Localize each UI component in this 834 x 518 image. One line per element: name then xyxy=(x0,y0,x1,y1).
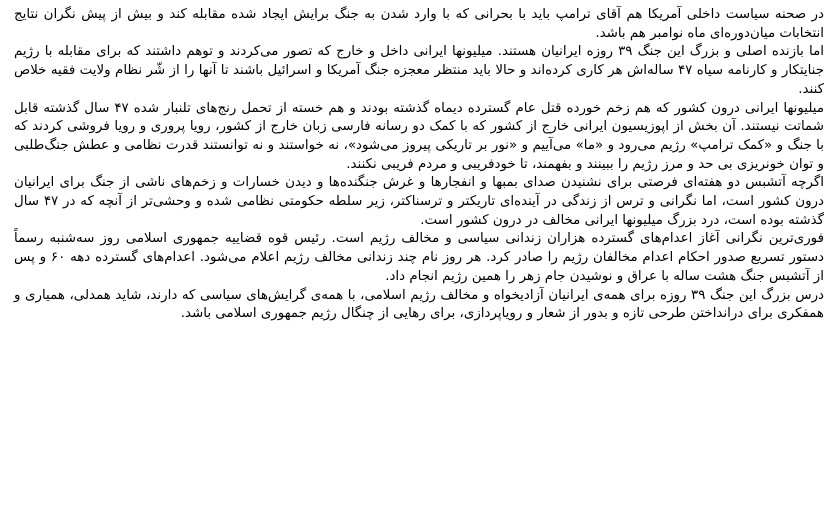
paragraph-ceasefire-fears: اگرچه آتشبس دو هفته‌ای فرصتی برای نشنیدن صدای بمبها و انفجارها و غرش جنگنده‌ها و دیدن خسارات و زخم‌های ناشی از جنگ برای ایرانیان درون کشور است، اما نگرانی و ترس از زندگی در آینده‌ای تاریکتر و ترسناکتر، زیر سلطه حکومتی نظامی شده و وحشی‌تر از آنچه که در ۴۷ سال گذشته بوده است، درد بزرگ میلیونها ایرانی مخالف در درون کشور است. xyxy=(14,175,824,228)
paragraph-us-domestic-politics: در صحنه سیاست داخلی آمریکا هم آقای ترامپ باید با بحرانی که با وارد شدن به جنگ برایش ایجاد شده مقابله کند و بیش از پیش نگران نتایج انتخابات میان‌دوره‌ای ماه نوامبر هم باشد. xyxy=(14,7,824,41)
paragraph-lesson-of-war: درس بزرگ این جنگ ۳۹ روزه برای همه‌ی ایرانیان آزادیخواه و مخالف رژیم اسلامی، با همه‌ی گرایش‌های سیاسی که دارند، شاید همدلی، همیاری و همفکری برای درانداختن طرحی تازه و بدور از شعار و رویاپردازی، برای رهایی از چنگال رژیم جمهوری اسلامی باشد. xyxy=(14,287,824,322)
paragraph-inside-iran-and-opposition: میلیونها ایرانی درون کشور که هم زخم خورده قتل عام گسترده دیماه گذشته بودند و هم خسته از تحمل رنج‌های تلنبار شده ۴۷ سال گذشته قابل شماتت نیستند. آن بخش از اپوزیسیون ایرانی خارج از کشور که با کمک دو رسانه فارسی زبان خارج از کشور، رویا پروری و رویا فروشی کردند که با جنگ و «کمک ترامپ» رژیم می‌رود و «ما» می‌آییم و «نور بر تاریکی پیروز می‌شود»، نه خواستند و نه توانستند قدرت نظامی و عطش جنگ‌طلبی و توان خونریزی بی حد و مرز رژیم را ببینند و بفهمند، تا خودفریبی و مردم فریبی نکنند. xyxy=(14,100,824,172)
paragraph-iranians-main-losers: اما بازنده اصلی و بزرگ این جنگ ۳۹ روزه ایرانیان هستند. میلیونها ایرانی داخل و خارج که تصور می‌کردند و توهم داشتند که برای مقابله با رژیم جنایتکار و کارنامه سیاه ۴۷ ساله‌اش هر کاری کرده‌اند و حالا باید منتظر معجزه جنگ آمریکا و اسرائیل باشند تا آنها را از شّر نظام ولایت فقیه خلاص کنند. xyxy=(14,44,824,97)
paragraph-executions-concern: فوری‌ترین نگرانی آغاز اعدام‌های گسترده هزاران زندانی سیاسی و مخالف رژیم است. رئیس قوه قضاییه جمهوری اسلامی روز سه‌شنبه رسماً دستور تسریع صدور احکام اعدام مخالفان رژیم را صادر کرد. هر روز نام چند زندانی مخالف رژیم اعلام می‌شود. اعدام‌های گسترده دهه ۶۰ و پس از آتشبس جنگ هشت ساله با عراق و نوشیدن جام زهر را همین رژیم انجام داد. xyxy=(14,231,824,284)
